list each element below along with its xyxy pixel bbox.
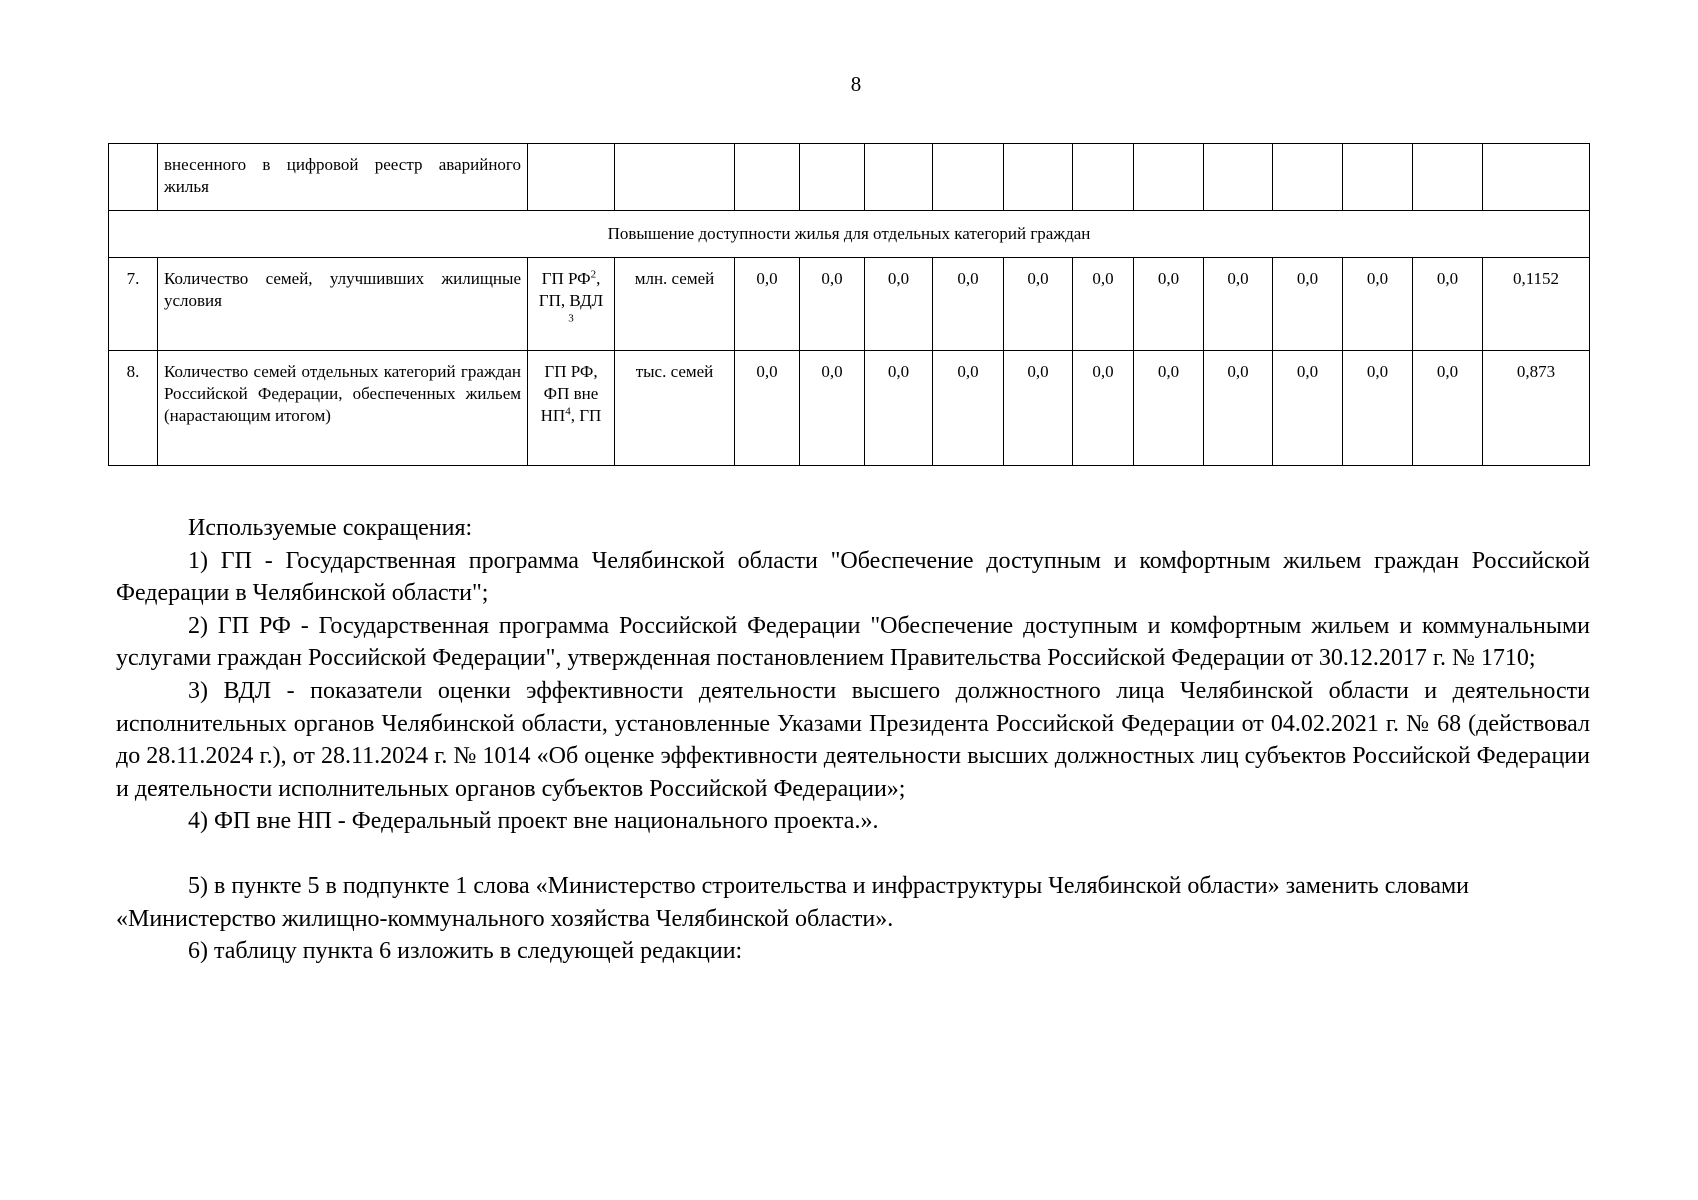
cell-value: 0,0 bbox=[1004, 258, 1073, 351]
cell-value: 0,0 bbox=[735, 258, 800, 351]
cell-number: 8. bbox=[109, 351, 158, 466]
cell-number bbox=[109, 144, 158, 211]
section-title: Повышение доступности жилья для отдельных категорий граждан bbox=[109, 211, 1590, 258]
source-text: ГП РФ, ФП вне НП bbox=[540, 362, 599, 425]
cell-value: 0,873 bbox=[1483, 351, 1590, 466]
cell-value bbox=[933, 144, 1004, 211]
cell-value: 0,0 bbox=[800, 351, 865, 466]
cell-value bbox=[1413, 144, 1483, 211]
cell-value: 0,0 bbox=[1204, 351, 1273, 466]
cell-indicator-name: внесенного в цифровой реестр аварийного жилья bbox=[158, 144, 528, 211]
cell-value: 0,0 bbox=[933, 351, 1004, 466]
cell-value: 0,0 bbox=[1134, 258, 1204, 351]
abbreviation-item-2: 2) ГП РФ - Государственная программа Российской Федерации "Обеспечение доступным и комфортным жильем и коммунальными услугами граждан Российской Федерации", утвержденная постановлением Правительства Российской Федерации от 30.12.2017 г. № 1710; bbox=[116, 612, 1590, 672]
abbreviation-item-1: 1) ГП - Государственная программа Челябинской области "Обеспечение доступным и комфортным жильем граждан Российской Федерации в Челябинской области"; bbox=[116, 547, 1590, 607]
cell-value: 0,0 bbox=[1343, 258, 1413, 351]
footnote-marker: 3 bbox=[568, 312, 574, 325]
cell-value: 0,0 bbox=[735, 351, 800, 466]
cell-value bbox=[1134, 144, 1204, 211]
cell-number: 7. bbox=[109, 258, 158, 351]
cell-value: 0,0 bbox=[800, 258, 865, 351]
cell-value: 0,1152 bbox=[1483, 258, 1590, 351]
cell-value: 0,0 bbox=[1204, 258, 1273, 351]
footnote-marker: 4 bbox=[565, 405, 571, 418]
cell-value: 0,0 bbox=[1273, 351, 1343, 466]
cell-value: 0,0 bbox=[1004, 351, 1073, 466]
cell-value bbox=[1483, 144, 1590, 211]
cell-unit: млн. семей bbox=[615, 258, 735, 351]
cell-value: 0,0 bbox=[1134, 351, 1204, 466]
cell-unit: тыс. семей bbox=[615, 351, 735, 466]
amendment-item-5: 5) в пункте 5 в подпункте 1 слова «Министерство строительства и инфраструктуры Челябинской области» заменить словами «Министерство жилищно-коммунального хозяйства Челябинской области». bbox=[116, 872, 1470, 932]
cell-value: 0,0 bbox=[865, 258, 933, 351]
cell-source bbox=[528, 144, 615, 211]
cell-value: 0,0 bbox=[865, 351, 933, 466]
cell-value bbox=[1073, 144, 1134, 211]
cell-value: 0,0 bbox=[933, 258, 1004, 351]
cell-value: 0,0 bbox=[1073, 351, 1134, 466]
footnote-marker: 2 bbox=[590, 268, 597, 281]
cell-source bbox=[528, 351, 615, 466]
cell-value: 0,0 bbox=[1413, 351, 1483, 466]
cell-indicator-name: Количество семей отдельных категорий граждан Российской Федерации, обеспеченных жильем (нарастающим итогом) bbox=[158, 351, 528, 466]
page-number: 8 bbox=[850, 72, 862, 96]
cell-value bbox=[1004, 144, 1073, 211]
abbreviation-item-4: 4) ФП вне НП - Федеральный проект вне национального проекта.». bbox=[188, 808, 879, 835]
cell-value bbox=[735, 144, 800, 211]
table-row bbox=[109, 258, 1590, 351]
cell-source bbox=[528, 258, 615, 351]
cell-value bbox=[865, 144, 933, 211]
abbreviations-heading: Используемые сокращения: bbox=[188, 515, 473, 541]
cell-value bbox=[1204, 144, 1273, 211]
cell-value: 0,0 bbox=[1343, 351, 1413, 466]
amendment-item-6: 6) таблицу пункта 6 изложить в следующей редакции: bbox=[188, 938, 743, 965]
cell-value bbox=[1343, 144, 1413, 211]
cell-unit bbox=[615, 144, 735, 211]
table-row bbox=[109, 351, 1590, 466]
indicators-table bbox=[108, 143, 1590, 466]
source-text: , ГП bbox=[570, 406, 602, 425]
cell-value: 0,0 bbox=[1073, 258, 1134, 351]
cell-value bbox=[800, 144, 865, 211]
cell-value: 0,0 bbox=[1273, 258, 1343, 351]
cell-indicator-name: Количество семей, улучшивших жилищные условия bbox=[158, 258, 528, 351]
abbreviation-item-3: 3) ВДЛ - показатели оценки эффективности деятельности высшего должностного лица Челябинской области и деятельности исполнительных органов Челябинской области, установленные Указами Президента Российской Федерации от 04.02.2021 г. № 68 (действовал до 28.11.2024 г.), от 28.11.2024 г. № 1014 «Об оценке эффективности деятельности высших должностных лиц субъектов Российской Федерации и деятельности исполнительных органов субъектов Российской Федерации»; bbox=[116, 677, 1590, 802]
cell-value: 0,0 bbox=[1413, 258, 1483, 351]
table-row-continuation bbox=[109, 144, 1590, 211]
table-section-row bbox=[109, 211, 1590, 258]
body-text bbox=[116, 512, 1590, 968]
source-text: ГП РФ bbox=[541, 269, 591, 288]
source-text: , ГП, ВДЛ bbox=[538, 269, 604, 310]
cell-value bbox=[1273, 144, 1343, 211]
